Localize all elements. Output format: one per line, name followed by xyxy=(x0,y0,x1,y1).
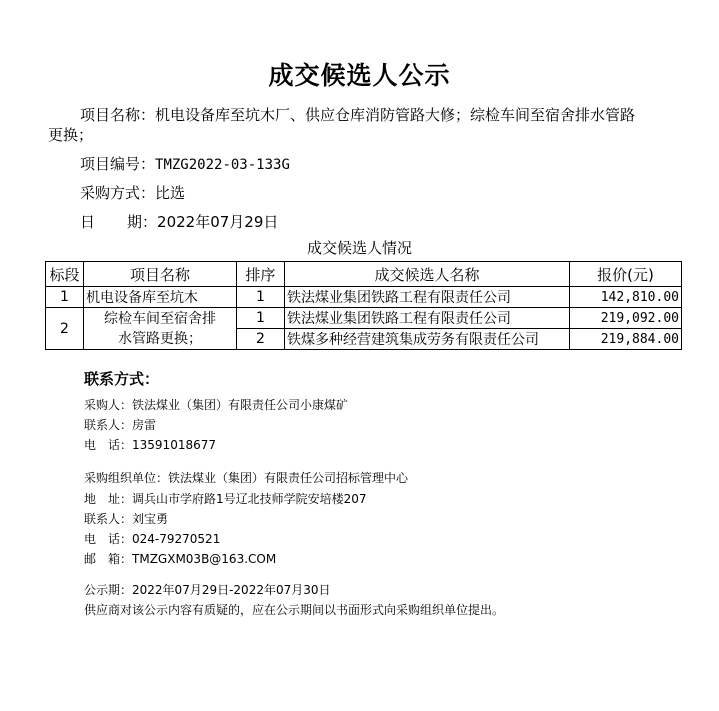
lot-cell: 2 xyxy=(46,308,84,350)
procurement-method-label: 采购方式： xyxy=(80,184,156,202)
agency-row xyxy=(84,469,408,486)
email-label: 邮 箱： xyxy=(84,552,133,566)
date-label-b: 期： xyxy=(127,213,158,231)
price-cell: 142,810.00 xyxy=(570,287,682,308)
candidate-cell: 铁煤多种经营建筑集成劳务有限责任公司 xyxy=(285,329,570,350)
procurement-method-value: 比选 xyxy=(155,184,186,202)
buyer-phone-row xyxy=(84,436,216,453)
buyer-contact-row xyxy=(84,416,156,433)
page-title: 成交候选人公示 xyxy=(268,61,451,90)
table-caption: 成交候选人情况 xyxy=(306,239,412,257)
date-value: 2022年07月29日 xyxy=(157,213,279,231)
candidate-cell: 铁法煤业集团铁路工程有限责任公司 xyxy=(285,287,570,308)
project-cell-line1: 综检车间至宿舍排 xyxy=(104,310,216,327)
email-row xyxy=(84,550,276,567)
buyer-value: 铁法煤业（集团）有限责任公司小康煤矿 xyxy=(132,398,349,412)
price-cell: 219,884.00 xyxy=(570,329,682,350)
buyer-phone-value: 13591018677 xyxy=(132,438,216,452)
agency-phone-label: 电 话： xyxy=(84,532,133,546)
project-cell xyxy=(84,308,237,350)
agency-value: 铁法煤业（集团）有限责任公司招标管理中心 xyxy=(168,471,409,485)
project-cell: 机电设备库至坑木 xyxy=(84,287,237,308)
agency-contact-value: 刘宝勇 xyxy=(132,512,169,526)
notice-statement: 供应商对该公示内容有质疑的，应在公示期间以书面形式向采购组织单位提出。 xyxy=(84,603,505,617)
address-row xyxy=(84,490,367,507)
project-name-continuation: 更换； xyxy=(48,126,94,144)
table-row xyxy=(46,308,682,329)
project-name-value: 机电设备库至坑木厂、供应仓库消防管路大修；综检车间至宿舍排水管路 xyxy=(155,106,636,124)
agency-phone-row xyxy=(84,530,220,547)
candidate-cell: 铁法煤业集团铁路工程有限责任公司 xyxy=(285,308,570,329)
header-price: 报价(元) xyxy=(570,262,682,287)
header-candidate: 成交候选人名称 xyxy=(285,262,570,287)
table-header-row xyxy=(46,262,682,287)
address-value: 调兵山市学府路1号辽北技师学院安培楼207 xyxy=(132,492,367,506)
project-code-value: TMZG2022-03-133G xyxy=(155,157,290,173)
price-cell: 219,092.00 xyxy=(570,308,682,329)
date-row xyxy=(80,211,278,232)
notice-period-row xyxy=(84,581,331,598)
notice-period-label: 公示期： xyxy=(84,583,133,597)
project-name-row xyxy=(80,104,635,125)
rank-cell: 2 xyxy=(237,329,285,350)
lot-cell: 1 xyxy=(46,287,84,308)
project-code-label: 项目编号： xyxy=(80,155,156,173)
project-code-row xyxy=(80,153,290,174)
address-label: 地 址： xyxy=(84,492,133,506)
buyer-label: 采购人： xyxy=(84,398,133,412)
buyer-phone-label: 电 话： xyxy=(84,438,133,452)
project-cell-line2: 水管路更换； xyxy=(118,330,202,347)
header-lot: 标段 xyxy=(46,262,84,287)
header-rank: 排序 xyxy=(237,262,285,287)
procurement-method-row xyxy=(80,182,185,203)
buyer-contact-value: 房雷 xyxy=(132,418,157,432)
candidate-table xyxy=(45,261,682,350)
agency-contact-row xyxy=(84,510,168,527)
agency-label: 采购组织单位： xyxy=(84,471,169,485)
contact-heading: 联系方式： xyxy=(84,370,160,388)
notice-period-value: 2022年07月29日-2022年07月30日 xyxy=(132,583,331,597)
project-name-label: 项目名称： xyxy=(80,106,156,124)
header-project: 项目名称 xyxy=(84,262,237,287)
agency-contact-label: 联系人： xyxy=(84,512,133,526)
rank-cell: 1 xyxy=(237,287,285,308)
date-label-a: 日 xyxy=(80,213,96,231)
agency-phone-value: 024-79270521 xyxy=(132,532,221,546)
buyer-contact-label: 联系人： xyxy=(84,418,133,432)
buyer-row xyxy=(84,396,348,413)
email-value: TMZGXM03B@163.COM xyxy=(132,552,277,566)
rank-cell: 1 xyxy=(237,308,285,329)
table-row xyxy=(46,287,682,308)
